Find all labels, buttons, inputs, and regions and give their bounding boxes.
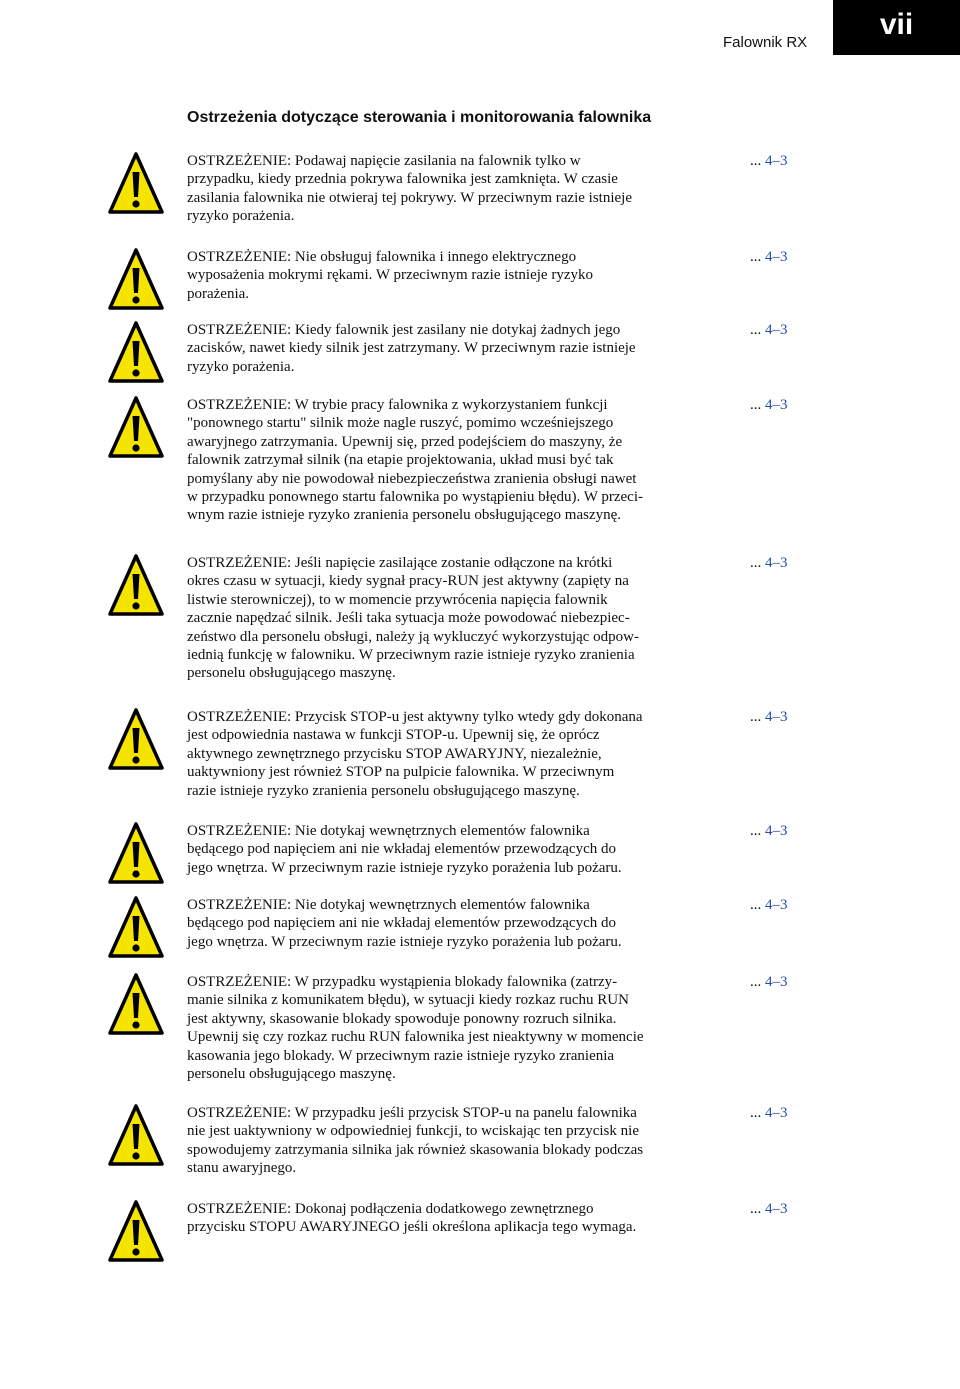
warning-triangle-icon [108,896,164,958]
reference-page-link[interactable]: 4–3 [761,823,788,839]
warning-triangle-icon [108,396,164,458]
page-reference [750,896,788,914]
reference-page-link[interactable]: 4–3 [761,322,788,338]
reference-page-link[interactable]: 4–3 [761,153,788,169]
page-reference [750,708,788,726]
reference-dots: ... [750,322,762,338]
reference-dots: ... [750,823,762,839]
warning-triangle-icon [108,973,164,1035]
reference-page-link[interactable]: 4–3 [761,555,788,571]
warning-text: OSTRZEŻENIE: W trybie pracy falownika z wykorzystaniem funkcji "ponownego startu" silnik może nagle ruszyć, pomimo wcześniejszego awaryjnego zatrzymania. Upewnij się, przed podejściem do maszyny, że falownik zatrzymał silnik (na etapie projektowania, układ musi być tak pomyślany aby nie powodował niebezpieczeństwa zranienia obsługi nawet w przypadku ponownego startu falownika po wystąpieniu błędu). W przeci- wnym razie istnieje ryzyko zranienia personelu obsługującego maszynę. [187,397,643,524]
header-title: Falownik RX [723,34,808,51]
page-reference [750,973,788,991]
warning-text: OSTRZEŻENIE: Jeśli napięcie zasilające zostanie odłączone na krótki okres czasu w sytuacji, kiedy sygnał pracy-RUN jest aktywny (zapięty na listwie sterowniczej), to w momencie przywrócenia napięcia falownik zacznie napędzać silnik. Jeśli taka sytuacja może powodować niebezpiec- zeństwo dla personelu obsługi, należy ją wykluczyć wykorzystując odpow- iednią funkcję w falowniku. W przeciwnym razie istnieje ryzyko zranienia personelu obsługującego maszynę. [187,555,639,682]
reference-dots: ... [750,897,762,913]
warning-text: OSTRZEŻENIE: Kiedy falownik jest zasilany nie dotykaj żadnych jego zacisków, nawet kiedy silnik jest zatrzymany. W przeciwnym razie istnieje ryzyko porażenia. [187,322,636,375]
warning-triangle-icon [108,554,164,616]
page-reference [750,822,788,840]
reference-page-link[interactable]: 4–3 [761,709,788,725]
warning-text: OSTRZEŻENIE: W przypadku wystąpienia blokady falownika (zatrzy- manie silnika z komunikatem błędu), w sytuacji kiedy rozkaz ruchu RUN jest aktywny, skasowanie blokady spowoduje ponowny rozruch silnika. Upewnij się czy rozkaz ruchu RUN falownika jest nieaktywny w momencie kasowania jego blokady. W przeciwnym razie istnieje ryzyko zranienia personelu obsługującego maszynę. [187,974,644,1083]
reference-dots: ... [750,1105,762,1121]
page-number-badge: vii [833,0,960,55]
reference-page-link[interactable]: 4–3 [761,249,788,265]
page-reference [750,248,788,266]
reference-page-link[interactable]: 4–3 [761,397,788,413]
warning-text: OSTRZEŻENIE: Nie dotykaj wewnętrznych elementów falownika będącego pod napięciem ani nie wkładaj elementów przewodzących do jego wnętrza. W przeciwnym razie istnieje ryzyko porażenia lub pożaru. [187,823,622,876]
reference-dots: ... [750,1201,762,1217]
warning-text: OSTRZEŻENIE: Przycisk STOP-u jest aktywny tylko wtedy gdy dokonana jest odpowiednia nastawa w funkcji STOP-u. Upewnij się, że oprócz aktywnego zewnętrznego przycisku STOP AWARYJNY, niezależnie, uaktywniony jest również STOP na pulpicie falownika. W przeciwnym razie istnieje ryzyko zranienia personelu obsługującego maszynę. [187,709,643,799]
warning-text: OSTRZEŻENIE: Nie dotykaj wewnętrznych elementów falownika będącego pod napięciem ani nie wkładaj elementów przewodzących do jego wnętrza. W przeciwnym razie istnieje ryzyko porażenia lub pożaru. [187,897,622,950]
warning-text: OSTRZEŻENIE: Nie obsługuj falownika i innego elektrycznego wyposażenia mokrymi rękami. W przeciwnym razie istnieje ryzyko porażenia. [187,249,593,302]
warning-triangle-icon [108,822,164,884]
warning-triangle-icon [108,1200,164,1262]
warning-triangle-icon [108,1104,164,1166]
section-title: Ostrzeżenia dotyczące sterowania i monitorowania falownika [187,109,652,126]
reference-dots: ... [750,397,762,413]
page-reference [750,396,788,414]
page-reference [750,321,788,339]
warning-text: OSTRZEŻENIE: W przypadku jeśli przycisk STOP-u na panelu falownika nie jest uaktywniony w odpowiedniej funkcji, to wciskając ten przycisk nie spowodujemy zatrzymania silnika jak również skasowania blokady podczas stanu awaryjnego. [187,1105,644,1177]
warning-triangle-icon [108,321,164,383]
reference-dots: ... [750,249,762,265]
page-reference [750,1200,788,1218]
page-reference [750,1104,788,1122]
reference-page-link[interactable]: 4–3 [761,897,788,913]
page-reference [750,554,788,572]
warning-triangle-icon [108,152,164,214]
warning-triangle-icon [108,708,164,770]
warning-text: OSTRZEŻENIE: Dokonaj podłączenia dodatkowego zewnętrznego przycisku STOPU AWARYJNEGO jeśli określona aplikacja tego wymaga. [187,1201,637,1236]
reference-page-link[interactable]: 4–3 [761,974,788,990]
reference-dots: ... [750,974,762,990]
reference-dots: ... [750,709,762,725]
reference-dots: ... [750,555,762,571]
reference-page-link[interactable]: 4–3 [761,1105,788,1121]
warning-triangle-icon [108,248,164,310]
page-reference [750,152,788,170]
reference-dots: ... [750,153,762,169]
reference-page-link[interactable]: 4–3 [761,1201,788,1217]
warning-text: OSTRZEŻENIE: Podawaj napięcie zasilania na falownik tylko w przypadku, kiedy przednia pokrywa falownika jest zamknięta. W czasie zasilania falownika nie otwieraj tej pokrywy. W przeciwnym razie istnieje ryzyko porażenia. [187,153,632,225]
